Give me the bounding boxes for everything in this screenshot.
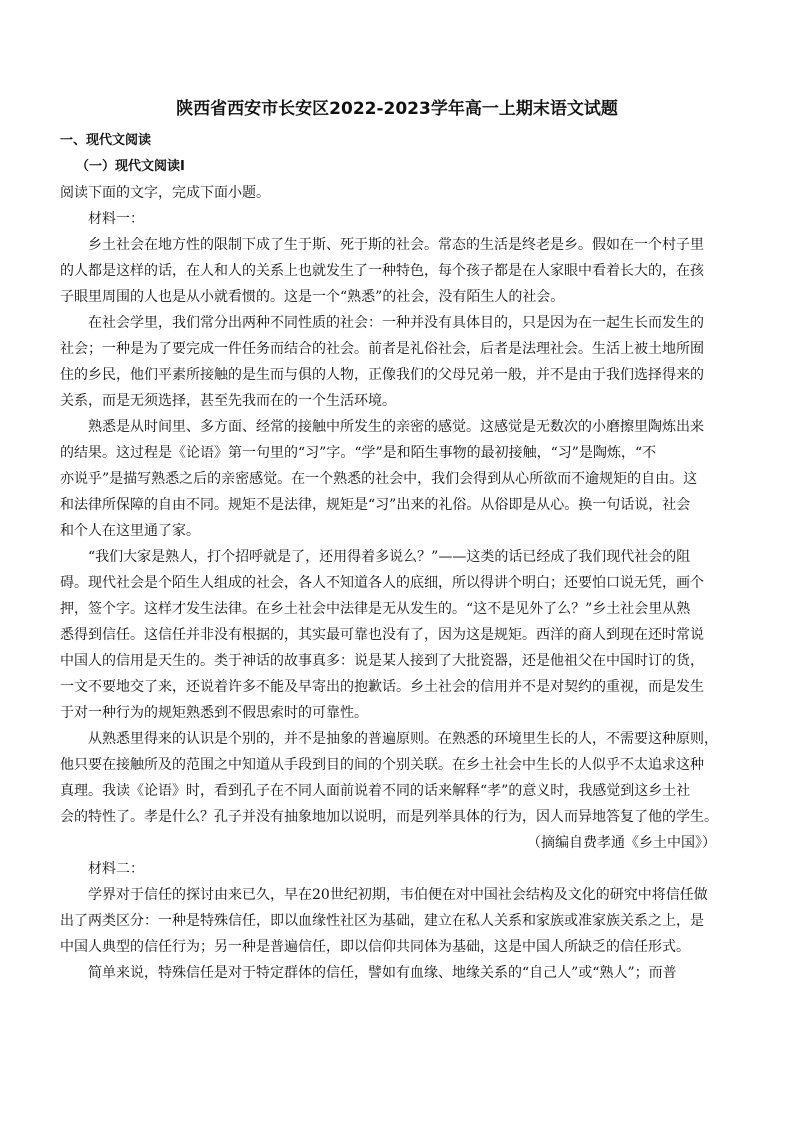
document-title: 陕西省西安市长安区2022-2023学年高一上期末语文试题 xyxy=(176,99,618,119)
text-line: 出了两类区分：一种是特殊信任，即以血缘性社区为基础，建立在私人关系和家族或准家族关系之上，是 xyxy=(60,913,704,929)
text-line: 乡土社会在地方性的限制下成了生于斯、死于斯的社会。常态的生活是终老是乡。假如在一个村子里 xyxy=(88,237,704,253)
text-line: 住的乡民，他们平素所接触的是生而与俱的人物，正像我们的父母兄弟一般，并不是由于我们选择得来的 xyxy=(60,367,704,383)
text-line: 亦说乎”是描写熟悉之后的亲密感觉。在一个熟悉的社会中，我们会得到从心所欲而不逾规矩的自由。这 xyxy=(60,471,698,487)
text-line: 悉得到信任。这信任并非没有根据的，其实最可靠也没有了，因为这是规矩。西洋的商人到现在还时常说 xyxy=(60,627,704,643)
text-line: 学界对于信任的探讨由来已久，早在20世纪初期，韦伯便在对中国社会结构及文化的研究中将信任做 xyxy=(88,887,708,903)
section-heading: 一、现代文阅读 xyxy=(60,133,152,148)
text-line: 子眼里周围的人也是从小就看惯的。这是一个“熟悉”的社会，没有陌生人的社会。 xyxy=(60,289,565,305)
text-line: 押，签个字。这样才发生法律。在乡土社会中法律是无从发生的。“这不是见外了么？”乡土社会里从熟 xyxy=(60,601,691,617)
instruction-text: 阅读下面的文字，完成下面小题。 xyxy=(60,185,270,201)
text-line: 和法律所保障的自由不同。规矩不是法律，规矩是“习”出来的礼俗。从俗即是从心。换一句话说，社会 xyxy=(60,497,691,513)
text-line: “我们大家是熟人，打个招呼就是了，还用得着多说么？”——这类的话已经成了我们现代社会的阻 xyxy=(88,549,691,565)
text-line: 中国人的信用是天生的。类于神话的故事真多：说是某人接到了大批瓷器，还是他祖父在中国时订的货， xyxy=(60,653,704,669)
material-one-label: 材料一： xyxy=(88,211,144,227)
text-line: 中国人典型的信任行为；另一种是普遍信任，即以信仰共同体为基础，这是中国人所缺乏的信任形式。 xyxy=(60,939,690,955)
text-line: 和个人在这里通了家。 xyxy=(60,523,200,539)
text-line: 在社会学里，我们常分出两种不同性质的社会：一种并没有具体目的，只是因为在一起生长而发生的 xyxy=(88,315,704,331)
subsection-heading: （一）现代文阅读Ⅰ xyxy=(76,159,185,174)
text-line: 熟悉是从时间里、多方面、经常的接触中所发生的亲密的感觉。这感觉是无数次的小磨擦里陶炼出来 xyxy=(88,419,704,435)
text-line: 社会；一种是为了要完成一件任务而结合的社会。前者是礼俗社会，后者是法理社会。生活上被土地所囿 xyxy=(60,341,704,357)
text-line: 一文不要地交了来，还说着许多不能及早寄出的抱歉话。乡土社会的信用并不是对契约的重视，而是发生 xyxy=(60,679,704,695)
text-line: 关系，而是无须选择，甚至先我而在的一个生活环境。 xyxy=(60,393,396,409)
text-line: 的结果。这过程是《论语》第一句里的“习”字。“学”是和陌生事物的最初接触，“习”是陶炼，“不 xyxy=(60,445,657,461)
source-citation: （摘编自费孝通《乡土中国》） xyxy=(527,835,716,851)
text-line: 会的特性了。孝是什么？孔子并没有抽象地加以说明，而是列举具体的行为，因人而异地答复了他的学生。 xyxy=(60,809,718,825)
text-line: 真理。我读《论语》时，看到孔子在不同人面前说着不同的话来解释“孝”的意义时，我感觉到这乡土社 xyxy=(60,783,691,799)
text-line: 的人都是这样的话，在人和人的关系上也就发生了一种特色，每个孩子都是在人家眼中看着长大的，在孩 xyxy=(60,263,704,279)
text-line: 从熟悉里得来的认识是个别的，并不是抽象的普遍原则。在熟悉的环境里生长的人，不需要这种原则， xyxy=(88,731,718,747)
text-line: 简单来说，特殊信任是对于特定群体的信任，譬如有血缘、地缘关系的“自己人”或“熟人”；而普 xyxy=(88,965,677,981)
material-two-label: 材料二： xyxy=(88,861,144,877)
text-line: 他只要在接触所及的范围之中知道从手段到目的间的个别关联。在乡土社会中生长的人似乎不太追求这种 xyxy=(60,757,704,773)
text-line: 碍。现代社会是个陌生人组成的社会，各人不知道各人的底细，所以得讲个明白；还要怕口说无凭，画个 xyxy=(60,575,704,591)
text-line: 于对一种行为的规矩熟悉到不假思索时的可靠性。 xyxy=(60,705,368,721)
